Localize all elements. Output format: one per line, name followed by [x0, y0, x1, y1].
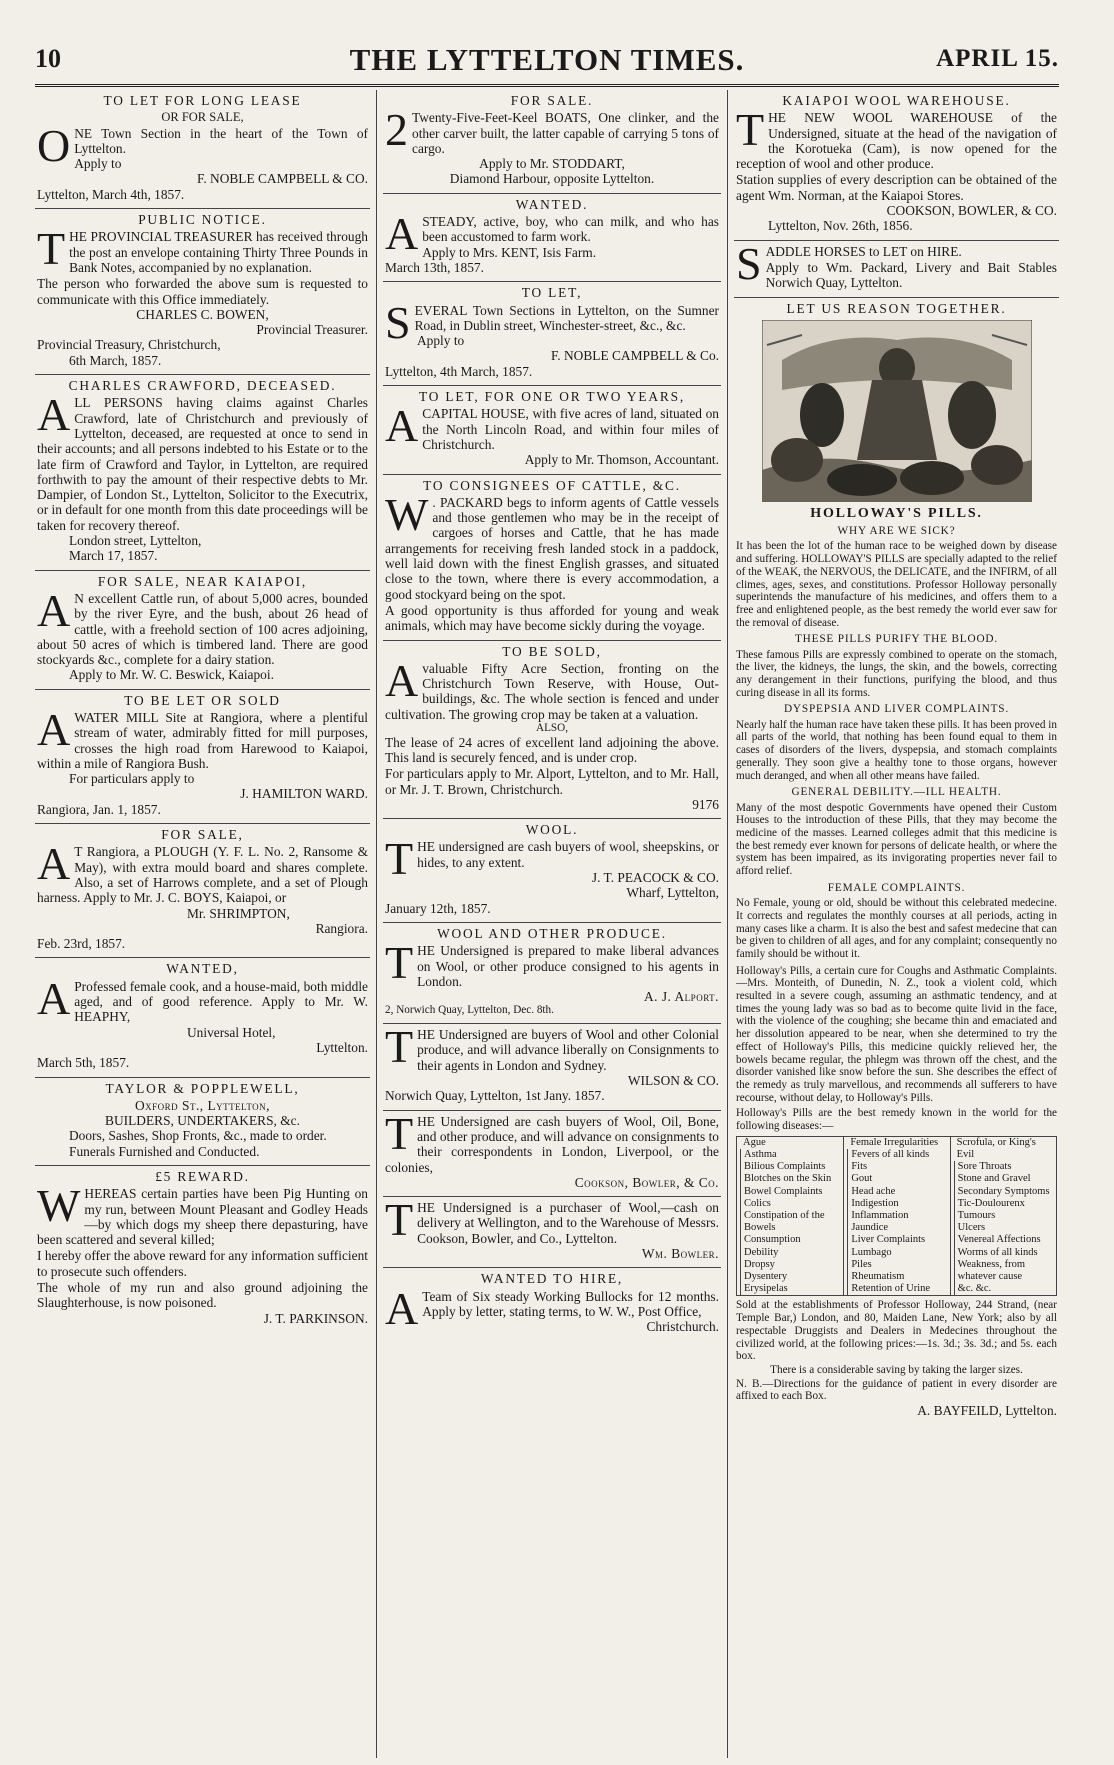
ad-heading: FOR SALE,: [161, 827, 244, 843]
ad-body: Professed female cook, and a house-maid, both middle aged, and of good reference. Apply to Mr. W. HEAPHY,: [74, 978, 368, 1025]
drop-cap: T: [385, 1194, 414, 1246]
drop-cap: T: [385, 937, 414, 989]
ad-date: Lyttelton, 4th March, 1857.: [385, 363, 533, 379]
ad-body: There is a considerable saving by taking the larger sizes.: [770, 1363, 1023, 1376]
drop-cap: A: [37, 584, 71, 636]
ad-date: Lyttelton, Nov. 26th, 1856.: [768, 218, 913, 234]
page-number: 10: [35, 44, 61, 73]
ad-heading: KAIAPOI WOOL WAREHOUSE.: [782, 93, 1011, 108]
ad-body: HEREAS certain parties have been Pig Hunting on my run, between Mount Pleasant and Godley Heads—by which dogs my sheep there depasturing, have been scattered and several killed;: [37, 1186, 368, 1248]
ad-body: STEADY, active, boy, who can milk, and who has been accustomed to farm work.: [422, 214, 719, 245]
disease-item: Stone and Gravel: [954, 1173, 1053, 1185]
masthead-rule: [35, 84, 1059, 88]
ad-heading: TO BE LET OR SOLD: [124, 692, 281, 708]
column-2: [383, 90, 721, 1758]
drop-cap: T: [736, 104, 765, 156]
drop-cap: A: [37, 972, 71, 1024]
disease-item: Indigestion: [847, 1198, 946, 1210]
ad-heading: TO LET FOR LONG LEASE: [103, 93, 302, 108]
disease-item: Retention of Urine: [847, 1283, 946, 1295]
disease-item: Colics: [740, 1198, 840, 1210]
diseases-table: [736, 1136, 1057, 1297]
ad-heading: FOR SALE, NEAR KAIAPOI,: [97, 573, 308, 589]
signature: CHARLES C. BOWEN,: [136, 306, 269, 322]
ad-body: EVERAL Town Sections in Lyttelton, on the Sumner Road, in Dublin street, Winchester-street, &c., &c.: [414, 302, 719, 333]
ad-crawford: [35, 375, 370, 571]
disease-item: Lumbago: [847, 1247, 946, 1259]
ad-body: HE Undersigned is prepared to make liberal advances on Wool, or other produce consigned to his agents in London.: [417, 943, 719, 989]
ad-body: valuable Fifty Acre Section, fronting on the Christchurch Town Reserve, with House, Out-buildings, &c. The whole section is fenced and under cultivation. The growing crop may be taken at a valuation.: [385, 660, 719, 722]
signature: COOKSON, BOWLER, & CO.: [886, 203, 1057, 219]
ad-body: These famous Pills are expressly combined to operate on the stomach, the liver, the kidneys, the lungs, the skin, and the bowels, correcting any derangement in their functions, purifying the blood, and thus curing disease in all its forms.: [736, 648, 1057, 699]
disease-item: Gout: [847, 1173, 946, 1185]
ad-body: . PACKARD begs to inform agents of Cattle vessels and those gentlemen who may be in the receipt of cargoes of horses and Cattle, that he has made arrangements for receiving fresh landed stock in a paddock, well laid down with the finest English grasses, and situated close to the town, where there is every accommodation, a good stockyard being on the spot.: [385, 494, 719, 602]
ad-public-notice: [35, 209, 370, 375]
drop-cap: 2: [385, 104, 408, 156]
ad-body: LL PERSONS having claims against Charles Crawford, late of Christchurch and previously of Lyttelton, deceased, are requested at once to send in their accounts; and all persons indebted to his Estate or to the late firm of Crawford and Taylor, in Lyttelton, are required forthwith to pay the amount of their respective debts to Mr. Dampier, of London St., Lyttelton, Solicitor to the Executrix, or in default for one month from this date proceedings will be taken for recovery thereof.: [37, 395, 368, 533]
ad-date: March 5th, 1857.: [37, 1055, 130, 1071]
ad-address: Diamond Harbour, opposite Lyttelton.: [449, 171, 655, 187]
diseases-col-1: [737, 1137, 843, 1296]
signature: A. BAYFEILD, Lyttelton.: [917, 1403, 1057, 1419]
drop-cap: S: [736, 237, 762, 289]
disease-item: Ulcers: [954, 1222, 1053, 1234]
disease-item: Dysentery: [740, 1271, 840, 1283]
ad-body: NE Town Section in the heart of the Town of Lyttelton.: [74, 125, 368, 156]
ad-body: A good opportunity is thus afforded for young and weak animals, which may have become sickly during the voyage.: [385, 602, 719, 634]
ad-body: HE Undersigned is a purchaser of Wool,—cash on delivery at Wellington, and to the Warehouse of Messrs. Cookson, Bowler, and Co., Lyttelton.: [417, 1200, 719, 1246]
ad-heading: WANTED,: [166, 961, 239, 977]
ad-wanted-cook: [35, 958, 370, 1077]
ad-address: Oxford St., Lyttelton,: [134, 1097, 271, 1113]
apply-line: Apply to Mrs. KENT, Isis Farm.: [422, 244, 597, 260]
disease-item: Consumption: [740, 1234, 840, 1246]
disease-item: Piles: [847, 1259, 946, 1271]
disease-item: Scrofula, or King's Evil: [956, 1136, 1036, 1160]
disease-item: Bowel Complaints: [740, 1186, 840, 1198]
apply-line: Apply to: [74, 156, 122, 172]
ad-body: WATER MILL Site at Rangiora, where a plentiful stream of water, admirably fitted for mill purposes, crosses the high road from Harewood to Kaiapoi, within a mile of Rangiora Bush.: [37, 709, 368, 771]
ad-body: T Rangiora, a PLOUGH (Y. F. L. No. 2, Ransome & May), with extra mould board and shares complete. Also, a set of Harrows complete, and a set of Plough harness. Apply to Mr. J. C. BOYS, Kaiapoi, or: [37, 844, 368, 906]
engraving-illustration: [762, 320, 1032, 502]
disease-item: Rheumatism: [847, 1271, 946, 1283]
disease-item: Head ache: [847, 1186, 946, 1198]
disease-item: Secondary Symptoms: [954, 1186, 1053, 1198]
ad-heading: WANTED.: [515, 196, 589, 212]
ad-date: March 17, 1857.: [69, 548, 158, 564]
ad-body: Funerals Furnished and Conducted.: [69, 1143, 260, 1159]
disease-item: Tic-Doulourenx: [954, 1198, 1053, 1210]
disease-item: Venereal Affections: [954, 1234, 1053, 1246]
apply-line: For particulars apply to: [69, 771, 195, 787]
ad-heading: £5 REWARD.: [155, 1169, 250, 1184]
disease-item: Tumours: [954, 1210, 1053, 1222]
ad-heading: TO LET,: [521, 285, 583, 301]
drop-cap: W: [37, 1180, 81, 1232]
ad-date: January 12th, 1857.: [385, 900, 491, 916]
advertiser-name: F. NOBLE CAMPBELL & Co.: [550, 348, 719, 364]
disease-item: Jaundice: [847, 1222, 946, 1234]
ad-wilson: [383, 1021, 721, 1110]
ad-body: The lease of 24 acres of excellent land adjoining the above. This land is securely fenced, and is under crop.: [385, 734, 719, 765]
disease-item: Sore Throats: [954, 1161, 1053, 1173]
ad-body: HE undersigned are cash buyers of wool, sheepskins, or hides, to any extent.: [417, 839, 719, 870]
drop-cap: W: [385, 488, 429, 540]
disease-item: Debility: [740, 1247, 840, 1259]
ad-holloways-pills: [734, 298, 1059, 1425]
ad-bowler: [383, 1194, 721, 1268]
ad-heading: WOOL AND OTHER PRODUCE.: [437, 925, 667, 941]
disease-item: Inflammation: [847, 1210, 946, 1222]
ad-plough: [35, 824, 370, 958]
ad-body: N. B.—Directions for the guidance of patient in every disorder are affixed to each Box.: [736, 1377, 1057, 1403]
ad-town-sections: [383, 282, 721, 386]
advertiser-name: J. HAMILTON WARD.: [240, 786, 368, 802]
ad-heading: TAYLOR & POPPLEWELL,: [105, 1080, 300, 1096]
column-divider: [727, 90, 728, 1758]
ad-place: Rangiora.: [315, 920, 368, 936]
ad-body: For particulars apply to Mr. Alport, Lyttelton, and to Mr. Hall, or Mr. J. T. Brown, Christchurch.: [385, 766, 719, 797]
ad-date: March 13th, 1857.: [385, 259, 484, 275]
ad-saddle-horses: [734, 237, 1059, 298]
disease-item: Worms of all kinds: [954, 1247, 1053, 1259]
section-heading: DYSPEPSIA AND LIVER COMPLAINTS.: [783, 703, 1010, 716]
section-heading: THESE PILLS PURIFY THE BLOOD.: [794, 633, 999, 646]
ad-kaiapoi-run: [35, 571, 370, 690]
ad-body: Team of Six steady Working Bullocks for 12 months. Apply by letter, stating terms, to W. W., Post Office,: [422, 1288, 719, 1319]
drop-cap: T: [37, 223, 66, 275]
ad-place: Lyttelton.: [316, 1039, 368, 1055]
ad-bullocks: [383, 1268, 721, 1340]
column-3: [734, 90, 1059, 1758]
advertiser-name: F. NOBLE CAMPBELL & CO.: [196, 171, 368, 187]
drop-cap: A: [385, 208, 419, 260]
ad-body: Sold at the establishments of Professor Holloway, 244 Strand, (near Temple Bar,) London, and 80, Maiden Lane, New York; also by all respectable Druggists and Dealers in Medecines throughout the civilized world, at the following prices:—1s. 3d.; 3s. 3d.; and 5s. each box.: [736, 1299, 1057, 1363]
ad-place: Christchurch.: [646, 1319, 719, 1335]
ad-body: N excellent Cattle run, of about 5,000 acres, bounded by the river Eyre, and the bush, about 26 head of cattle, with a freehold section of 100 acres adjoining, about 50 acres of which is timbered land. There are good stockyards &c., complete for a dairy station.: [37, 590, 368, 668]
advertiser-name: Mr. SHRIMPTON,: [187, 905, 290, 921]
ad-heading: WOOL.: [525, 822, 579, 838]
ad-wool: [383, 819, 721, 923]
ad-body: HE PROVINCIAL TREASURER has received through the post an envelope containing Thirty Three Pounds in Bank Notes, accompanied by no explanation.: [69, 229, 368, 275]
disease-item: Female Irregularities: [850, 1136, 939, 1148]
ad-address: Wharf, Lyttelton,: [626, 885, 719, 901]
ad-capital-house: [383, 386, 721, 474]
drop-cap: T: [385, 1021, 414, 1073]
signature: Wm. Bowler.: [641, 1246, 719, 1261]
drop-cap: A: [385, 654, 419, 706]
ad-body: Apply to Wm. Packard, Livery and Bait Stables Norwich Quay, Lyttelton.: [765, 259, 1057, 291]
issue-date: APRIL 15.: [936, 45, 1059, 72]
disease-item: Erysipelas: [740, 1283, 840, 1295]
drop-cap: A: [37, 838, 71, 890]
signature: J. T. PARKINSON.: [263, 1310, 368, 1326]
disease-item: Asthma: [740, 1149, 840, 1161]
apply-line: Apply to: [417, 333, 465, 349]
ad-date: Feb. 23rd, 1857.: [37, 936, 126, 952]
ad-body: Doors, Sashes, Shop Fronts, &c., made to order.: [69, 1128, 327, 1144]
section-heading: WHY ARE WE SICK?: [837, 525, 956, 538]
ad-body: Holloway's Pills are the best remedy known in the world for the following diseases:—: [736, 1107, 1057, 1133]
disease-item: Constipation of the Bowels: [740, 1210, 840, 1234]
ad-body: The person who forwarded the above sum is requested to communicate with this Office immediately.: [37, 276, 368, 307]
ad-address: Norwich Quay, Lyttelton, 1st Jany. 1857.: [385, 1088, 605, 1104]
signature: A. J. Alport.: [643, 989, 719, 1005]
ad-wanted-boy: [383, 194, 721, 282]
ad-body: Twenty-Five-Feet-Keel BOATS, One clinker, and the other carver built, the latter capable of carrying 5 tons of cargo.: [412, 110, 719, 156]
ad-body: Nearly half the human race have taken these pills. It has been proved in all parts of the world, that nothing has been found equal to them in cases of disorders of the livers, dyspepsia, and stomach complaints generally. They soon give a healthy tone to those organs, however much deranged, and when all other means have failed.: [736, 718, 1057, 782]
signature: Cookson, Bowler, & Co.: [574, 1174, 719, 1190]
ad-heading: WANTED TO HIRE,: [480, 1271, 624, 1287]
apply-line: Apply to Mr. STODDART,: [479, 156, 625, 172]
column-divider: [376, 90, 377, 1758]
ad-heading: CHARLES CRAWFORD, DECEASED.: [68, 378, 337, 394]
ad-date: 6th March, 1857.: [69, 352, 162, 368]
disease-item: Blotches on the Skin: [740, 1173, 840, 1185]
disease-item: &c. &c.: [954, 1283, 1053, 1295]
ad-body: HE NEW WOOL WAREHOUSE of the Undersigned, situate at the head of the navigation of the Korotueka (Cam), is now opened for the reception of wool and other produce.: [736, 110, 1057, 172]
ad-body: HE Undersigned are cash buyers of Wool, Oil, Bone, and other produce, and will advance on consignments to their correspondents in London, Liverpool, or the colonies,: [385, 1113, 719, 1175]
ad-heading: TO CONSIGNEES OF CATTLE, &C.: [423, 477, 681, 493]
drop-cap: O: [37, 119, 71, 171]
signature-title: Provincial Treasurer.: [256, 322, 368, 338]
ad-body: ADDLE HORSES to LET on HIRE.: [765, 243, 962, 259]
drop-cap: T: [385, 1107, 414, 1159]
disease-item: Fits: [847, 1161, 946, 1173]
masthead: [35, 42, 1059, 80]
ad-subheading: OR FOR SALE,: [161, 110, 244, 125]
ad-body: Many of the most despotic Governments have opened their Custom Houses to the introduction of these Pills, that they may become the medicine of the masses. Learned colleges admit that this medicine is the best remedy ever known for persons of delicate health, or where the system has been impaired, as its invigorating properties never fail to afford relief.: [736, 801, 1057, 878]
ad-heading: PUBLIC NOTICE.: [138, 212, 267, 228]
ad-body: HE Undersigned are buyers of Wool and other Colonial produce, and will advance liberally on Consignments to their agents in London and Sydney.: [417, 1027, 719, 1073]
ad-water-mill: [35, 690, 370, 824]
ad-address: Provincial Treasury, Christchurch,: [37, 337, 221, 353]
ad-address: 2, Norwich Quay, Lyttelton, Dec. 8th.: [385, 1004, 554, 1017]
ad-boats: [383, 90, 721, 194]
ad-body: Station supplies of every description can be obtained of the agent Wm. Norman, at the Kaiapoi Stores.: [736, 172, 1057, 203]
disease-item: Bilious Complaints: [740, 1161, 840, 1173]
ad-lease: [35, 90, 370, 209]
ad-number: 9176: [692, 796, 719, 812]
ad-consignees-cattle: [383, 475, 721, 641]
ad-date: Rangiora, Jan. 1, 1857.: [37, 801, 161, 817]
ad-body: CAPITAL HOUSE, with five acres of land, situated on the North Lincoln Road, and within four miles of Christchurch.: [422, 406, 719, 452]
drop-cap: A: [37, 389, 71, 441]
disease-item: Weakness, from whatever cause: [954, 1259, 1053, 1283]
ad-trade: BUILDERS, UNDERTAKERS, &c.: [105, 1113, 300, 1129]
ad-heading: TO BE SOLD,: [502, 643, 602, 659]
ad-body: No Female, young or old, should be without this celebrated medecine. It corrects and regulates the monthly courses at all periods, acting in many cases like a charm. It is also the best and safest medecine that can be given to children of all ages, and for any complaint; consequently no family should be without it.: [736, 897, 1057, 960]
ad-kaiapoi-warehouse: [734, 90, 1059, 241]
ad-address: Universal Hotel,: [187, 1024, 276, 1040]
drop-cap: S: [385, 296, 411, 348]
ad-date: Lyttelton, March 4th, 1857.: [37, 186, 185, 202]
drop-cap: A: [385, 400, 419, 452]
advertiser-name: J. T. PEACOCK & CO.: [591, 870, 719, 886]
product-name: HOLLOWAY'S PILLS.: [810, 505, 983, 521]
drop-cap: A: [385, 1282, 419, 1334]
also-divider: ALSO,: [535, 721, 568, 734]
ad-body: It has been the lot of the human race to be weighed down by disease and suffering. HOLLOWAY'S PILLS are specially adapted to the relief of the WEAK, the NERVOUS, the DELICATE, and the INFIRM, of all climes, ages, sexes, and constitutions. Professor Holloway personally superintends the manufacture of his medicines, and offers them to a free and enlightened people, as the best remedy the world ever saw for the removal of disease.: [736, 540, 1057, 629]
disease-item: Fevers of all kinds: [847, 1149, 946, 1161]
diseases-col-3: [950, 1137, 1056, 1296]
ad-reward: [35, 1166, 370, 1332]
ad-taylor-popplewell: [35, 1078, 370, 1166]
ad-body: The whole of my run and also ground adjoining the Slaughterhouse, is now poisoned.: [37, 1280, 368, 1311]
ad-heading: LET US REASON TOGETHER.: [786, 300, 1007, 316]
advertiser-name: WILSON & CO.: [627, 1073, 719, 1089]
section-heading: FEMALE COMPLAINTS.: [827, 881, 966, 894]
column-1: [35, 90, 370, 1758]
section-heading: GENERAL DEBILITY.—ILL HEALTH.: [791, 786, 1002, 799]
disease-item: Ague: [743, 1136, 766, 1148]
ad-wool-produce: [383, 923, 721, 1024]
apply-line: Apply to Mr. W. C. Beswick, Kaiapoi.: [69, 667, 274, 683]
apply-line: Apply to Mr. Thomson, Accountant.: [524, 452, 719, 468]
drop-cap: T: [385, 833, 414, 885]
disease-item: Dropsy: [740, 1259, 840, 1271]
ad-cookson: [383, 1107, 721, 1197]
diseases-col-2: [843, 1137, 949, 1296]
ad-heading: FOR SALE.: [510, 93, 594, 108]
ad-body: I hereby offer the above reward for any information sufficient to prosecute such offenders.: [37, 1248, 368, 1279]
newspaper-title: THE LYTTELTON TIMES.: [349, 42, 745, 77]
ad-address: London street, Lyttelton,: [69, 533, 202, 549]
disease-item: Liver Complaints: [847, 1234, 946, 1246]
drop-cap: A: [37, 703, 71, 755]
ad-heading: TO LET, FOR ONE OR TWO YEARS,: [419, 389, 685, 405]
testimonial: Holloway's Pills, a certain cure for Coughs and Asthmatic Complaints.—Mrs. Monteith, of Dunedin, N. Z., took a violent cold, which resulted in a severe cough, assuming an asthmatic tendency, and at times the young lady was so bad as to become quite livid in the face, with the violence of the coughing; she became thin and emaciated and her dissolution appeared to be near, when she determined to try the effect of Holloway's Pills, this medicine quickly relieved her, the bowels became regular, the phlegm was thrown off the chest, and the disorder vanished like snow before the sun. She describes the effect of the remedy as truly marvellous, and recommends all sufferers to have recourse, without delay, to Holloway's Pills.: [736, 964, 1057, 1104]
ad-to-be-sold: [383, 641, 721, 820]
